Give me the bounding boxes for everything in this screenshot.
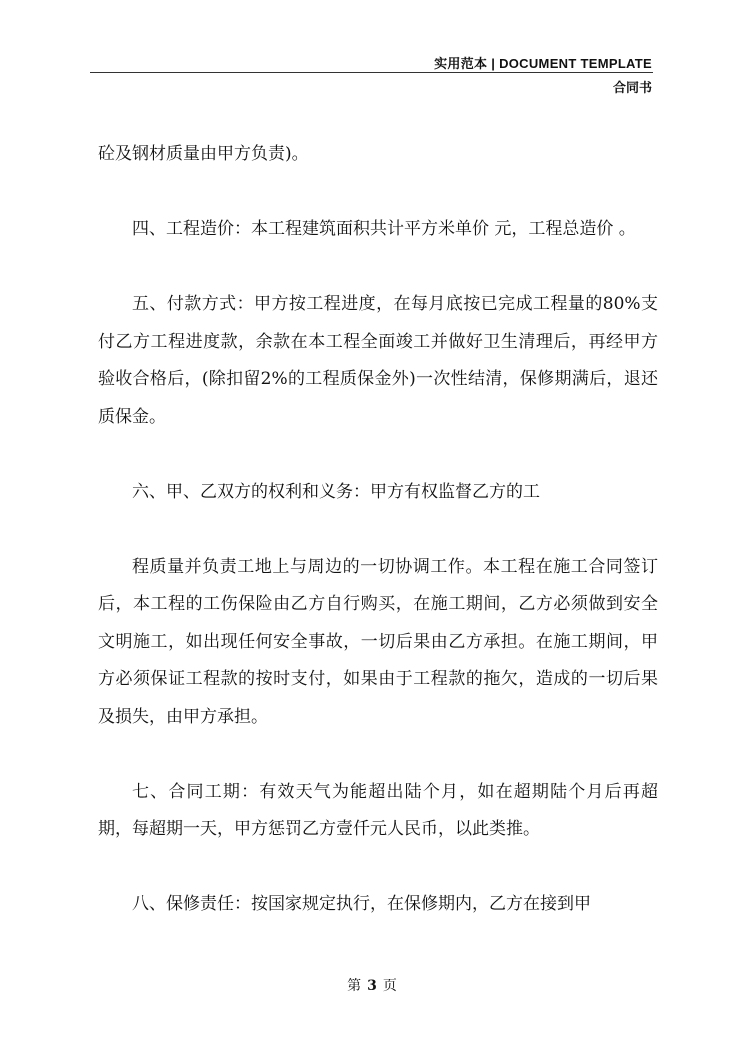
spacer-7 [98, 511, 658, 549]
spacer-3 [98, 249, 658, 287]
header-subtitle: 合同书 [612, 80, 652, 95]
footer-prefix: 第 [347, 978, 362, 994]
paragraph-cost: 四、工程造价：本工程建筑面积共计平方米单价 元，工程总造价 。 [132, 219, 636, 239]
spacer-9 [98, 736, 658, 774]
spacer-11 [98, 849, 658, 887]
footer-suffix: 页 [382, 978, 397, 994]
page-number: 3 [367, 978, 377, 994]
paragraph-0: 砼及钢材质量由甲方负责)。 [98, 144, 309, 164]
spacer-1 [98, 174, 658, 212]
header-title: 实用范本 | DOCUMENT TEMPLATE [434, 56, 652, 71]
header-divider [90, 72, 653, 73]
spacer-5 [98, 436, 658, 474]
paragraph-schedule: 七、合同工期：有效天气为能超出陆个月，如在超期陆个月后再超期，每超期一天，甲方惩罚乙方壹仟元人民币，以此类推。 [98, 781, 658, 839]
document-body [98, 136, 658, 924]
paragraph-rights-heading: 六、甲、乙双方的权利和义务：甲方有权监督乙方的工 [132, 481, 540, 502]
paragraph-warranty: 八、保修责任：按国家规定执行，在保修期内，乙方在接到甲 [132, 894, 591, 914]
paragraph-payment: 五、付款方式：甲方按工程进度，在每月底按已完成工程量的80%支付乙方工程进度款，余款在本工程全面竣工并做好卫生清理后，再经甲方验收合格后，(除扣留2%的工程质保金外)一次性结清，保修期满后，退还质保金。 [98, 294, 658, 427]
page-footer [0, 975, 744, 995]
paragraph-rights-body: 程质量并负责工地上与周边的一切协调工作。本工程在施工合同签订后，本工程的工伤保险由乙方自行购买，在施工期间，乙方必须做到安全文明施工，如出现任何安全事故，一切后果由乙方承担。在施工期间，甲方必须保证工程款的按时支付，如果由于工程款的拖欠，造成的一切后果及损失，由甲方承担。 [98, 556, 658, 727]
